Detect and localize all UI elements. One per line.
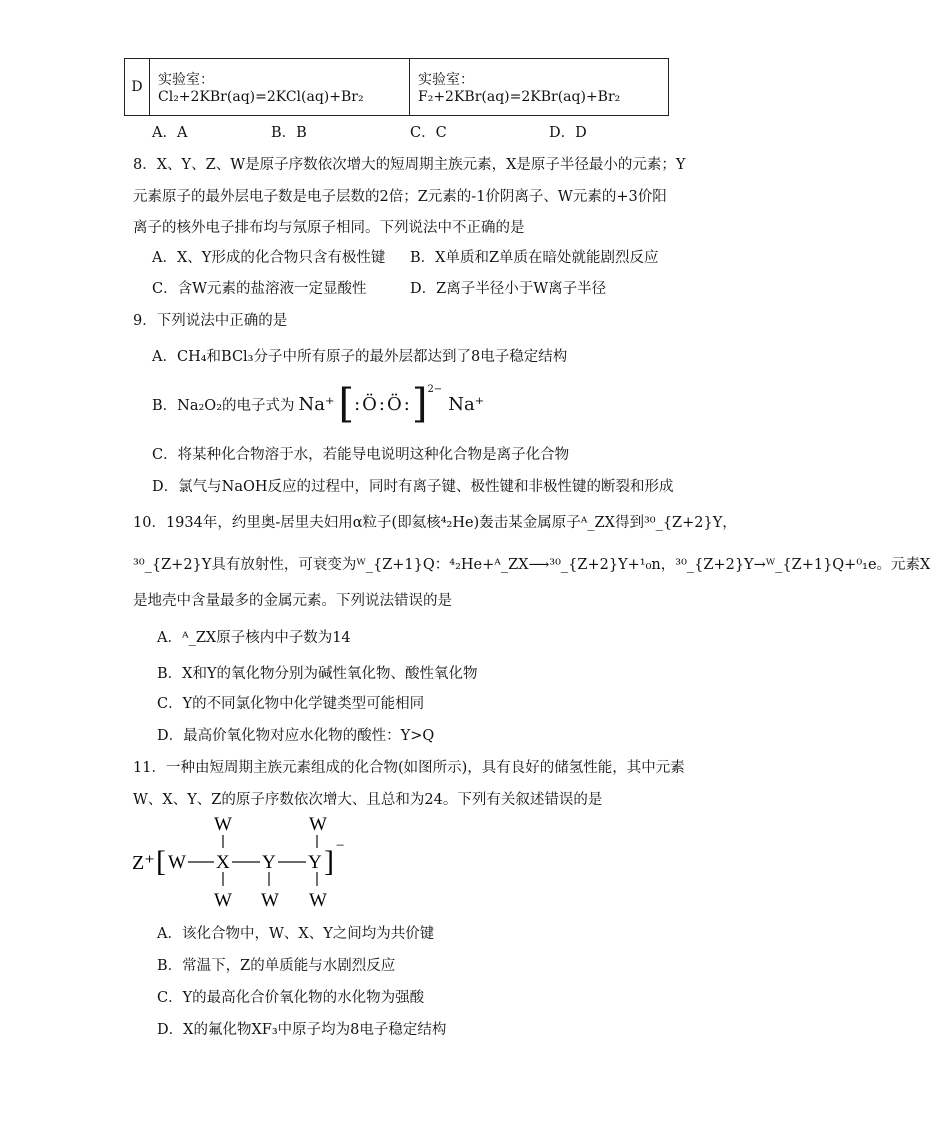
table-cell-experiment-1: 实验室：Cl₂+2KBr(aq)=2KCl(aq)+Br₂ xyxy=(150,59,410,116)
q9-option-b-na-left: Na⁺ xyxy=(298,393,335,415)
q8-stem-line3: 离子的核外电子排布均与氖原子相同。下列说法中不正确的是 xyxy=(133,220,525,236)
structure-top-w-2: W xyxy=(309,814,327,835)
structure-right-bracket: ] xyxy=(324,845,334,878)
structure-atom-y1: Y xyxy=(262,852,276,873)
structure-cation: Z⁺ xyxy=(132,852,155,874)
structure-atom-x: X xyxy=(216,852,230,873)
q11-stem-line1: 11．一种由短周期主族元素组成的化合物(如图所示)，具有良好的储氢性能，其中元素 xyxy=(133,760,685,776)
q7-option-a[interactable]: A．A xyxy=(152,125,188,141)
q11-option-d[interactable]: D．X的氟化物XF₃中原子均为8电子稳定结构 xyxy=(157,1022,447,1038)
q8-option-d[interactable]: D．Z离子半径小于W离子半径 xyxy=(410,281,607,297)
q11-structure-diagram xyxy=(128,812,368,912)
option-table xyxy=(124,58,669,116)
q9-option-b-na-right: Na⁺ xyxy=(448,393,485,415)
q10-option-b[interactable]: B．X和Y的氧化物分别为碱性氧化物、酸性氧化物 xyxy=(157,666,478,682)
q11-option-c[interactable]: C．Y的最高化合价氧化物的水化物为强酸 xyxy=(157,990,425,1006)
q9-option-b-prefix: B．Na₂O₂的电子式为 xyxy=(152,397,295,414)
q8-option-c[interactable]: C．含W元素的盐溶液一定显酸性 xyxy=(152,281,367,297)
q10-stem-line3: 是地壳中含量最多的金属元素。下列说法错误的是 xyxy=(133,593,452,609)
structure-top-w-1: W xyxy=(214,814,232,835)
q9-option-b[interactable] xyxy=(152,382,484,426)
q8-stem-line1: 8．X、Y、Z、W是原子序数依次增大的短周期主族元素，X是原子半径最小的元素；Y xyxy=(133,157,686,173)
structure-atom-w: W xyxy=(168,852,186,873)
q10-option-d[interactable]: D．最高价氧化物对应水化物的酸性：Y>Q xyxy=(157,728,435,744)
q9-option-c[interactable]: C．将某种化合物溶于水，若能导电说明这种化合物是离子化合物 xyxy=(152,447,570,463)
structure-bottom-w-1: W xyxy=(214,890,232,911)
structure-atom-y2: Y xyxy=(308,852,322,873)
structure-charge: − xyxy=(336,838,345,854)
structure-left-bracket: [ xyxy=(156,845,166,878)
q7-option-d[interactable]: D．D xyxy=(549,125,587,141)
q10-option-c[interactable]: C．Y的不同氯化物中化学键类型可能相同 xyxy=(157,696,425,712)
q9-option-b-peroxide: :Ö:Ö: xyxy=(354,393,412,415)
q7-option-b[interactable]: B．B xyxy=(271,125,307,141)
q8-option-a[interactable]: A．X、Y形成的化合物只含有极性键 xyxy=(152,250,386,266)
q10-stem-line1: 10．1934年，约里奥-居里夫妇用α粒子(即氦核⁴₂He)轰击某金属原子ᴬ_ZX得到³⁰_{Z+2}Y， xyxy=(133,515,737,531)
structure-bottom-w-2: W xyxy=(261,890,279,911)
q10-option-a[interactable]: A．ᴬ_ZX原子核内中子数为14 xyxy=(157,630,351,646)
q8-option-b[interactable]: B．X单质和Z单质在暗处就能剧烈反应 xyxy=(410,250,659,266)
q9-stem: 9．下列说法中正确的是 xyxy=(133,313,288,329)
q9-option-a[interactable]: A．CH₄和BCl₃分子中所有原子的最外层都达到了8电子稳定结构 xyxy=(152,349,568,365)
table-cell-experiment-2: 实验室：F₂+2KBr(aq)=2KBr(aq)+Br₂ xyxy=(410,59,669,116)
structure-bottom-w-3: W xyxy=(309,890,327,911)
q8-stem-line2: 元素原子的最外层电子数是电子层数的2倍；Z元素的-1价阴离子、W元素的+3价阳 xyxy=(133,189,667,205)
q10-stem-line2: ³⁰_{Z+2}Y具有放射性，可衰变为ᵂ_{Z+1}Q：⁴₂He+ᴬ_ZX⟶³⁰_{Z+2}Y+¹₀n，³⁰_{Z+2}Y→ᵂ_{Z+1}Q+⁰₁e。元素X xyxy=(133,557,930,573)
right-bracket-icon: ] xyxy=(411,381,428,427)
table-row xyxy=(125,59,669,116)
q7-option-c[interactable]: C．C xyxy=(410,125,447,141)
q11-option-a[interactable]: A．该化合物中，W、X、Y之间均为共价键 xyxy=(157,926,435,942)
q11-stem-line2: W、X、Y、Z的原子序数依次增大、且总和为24。下列有关叙述错误的是 xyxy=(133,792,603,808)
q9-option-b-charge: 2− xyxy=(427,384,443,395)
table-row-letter: D xyxy=(125,59,150,116)
q9-option-d[interactable]: D．氯气与NaOH反应的过程中，同时有离子键、极性键和非极性键的断裂和形成 xyxy=(152,479,674,495)
q11-option-b[interactable]: B．常温下，Z的单质能与水剧烈反应 xyxy=(157,958,396,974)
left-bracket-icon: [ xyxy=(338,381,355,427)
